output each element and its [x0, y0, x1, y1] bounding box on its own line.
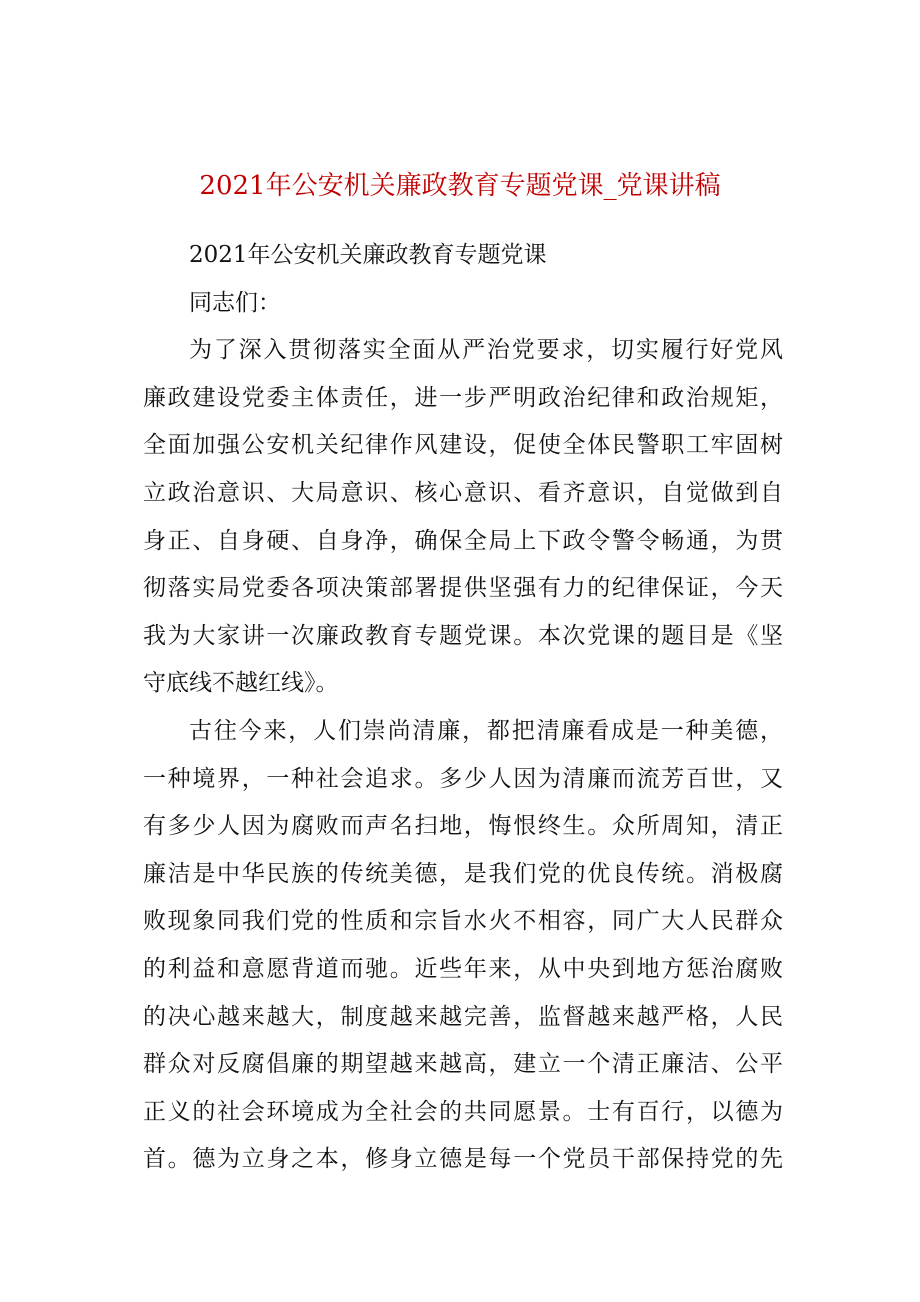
paragraph-2-line: 古往今来，人们崇尚清廉，都把清廉看成是一种美德， [189, 717, 783, 744]
document-body [143, 232, 783, 1184]
paragraph-2-line: 的利益和意愿背道而驰。近些年来，从中央到地方惩治腐败 [143, 955, 783, 982]
subtitle-line: 2021年公安机关廉政教育专题党课 [189, 242, 547, 268]
paragraph-1-line: 彻落实局党委各项决策部署提供坚强有力的纪律保证，今天 [143, 575, 783, 602]
paragraph-2-line: 群众对反腐倡廉的期望越来越高，建立一个清正廉洁、公平 [143, 1051, 783, 1078]
paragraph-1-line: 为了深入贯彻落实全面从严治党要求，切实履行好党风 [189, 337, 783, 364]
paragraph-1-line: 我为大家讲一次廉政教育专题党课。本次党课的题目是《坚 [143, 622, 783, 649]
document-title: 2021年公安机关廉政教育专题党课_党课讲稿 [199, 171, 721, 201]
paragraph-2-line: 败现象同我们党的性质和宗旨水火不相容，同广大人民群众 [143, 908, 783, 935]
paragraph-1-line: 立政治意识、大局意识、核心意识、看齐意识，自觉做到自 [143, 479, 783, 506]
salutation-line: 同志们： [189, 289, 281, 316]
paragraph-2-line: 有多少人因为腐败而声名扫地，悔恨终生。众所周知，清正 [143, 813, 783, 840]
paragraph-1-line: 全面加强公安机关纪律作风建设，促使全体民警职工牢固树 [143, 432, 783, 459]
paragraph-1-line: 身正、自身硬、自身净，确保全局上下政令警令畅通，为贯 [143, 527, 783, 554]
paragraph-2-line: 一种境界，一种社会追求。多少人因为清廉而流芳百世，又 [143, 765, 783, 792]
paragraph-1-line: 守底线不越红线》。 [143, 670, 339, 697]
paragraph-1-line: 廉政建设党委主体责任，进一步严明政治纪律和政治规矩， [143, 384, 783, 411]
paragraph-2-line: 首。德为立身之本，修身立德是每一个党员干部保持党的先 [143, 1146, 783, 1173]
paragraph-2-line: 正义的社会环境成为全社会的共同愿景。士有百行，以德为 [143, 1098, 783, 1125]
paragraph-2-line: 廉洁是中华民族的传统美德，是我们党的优良传统。消极腐 [143, 860, 783, 887]
paragraph-2-line: 的决心越来越大，制度越来越完善，监督越来越严格，人民 [143, 1003, 783, 1030]
